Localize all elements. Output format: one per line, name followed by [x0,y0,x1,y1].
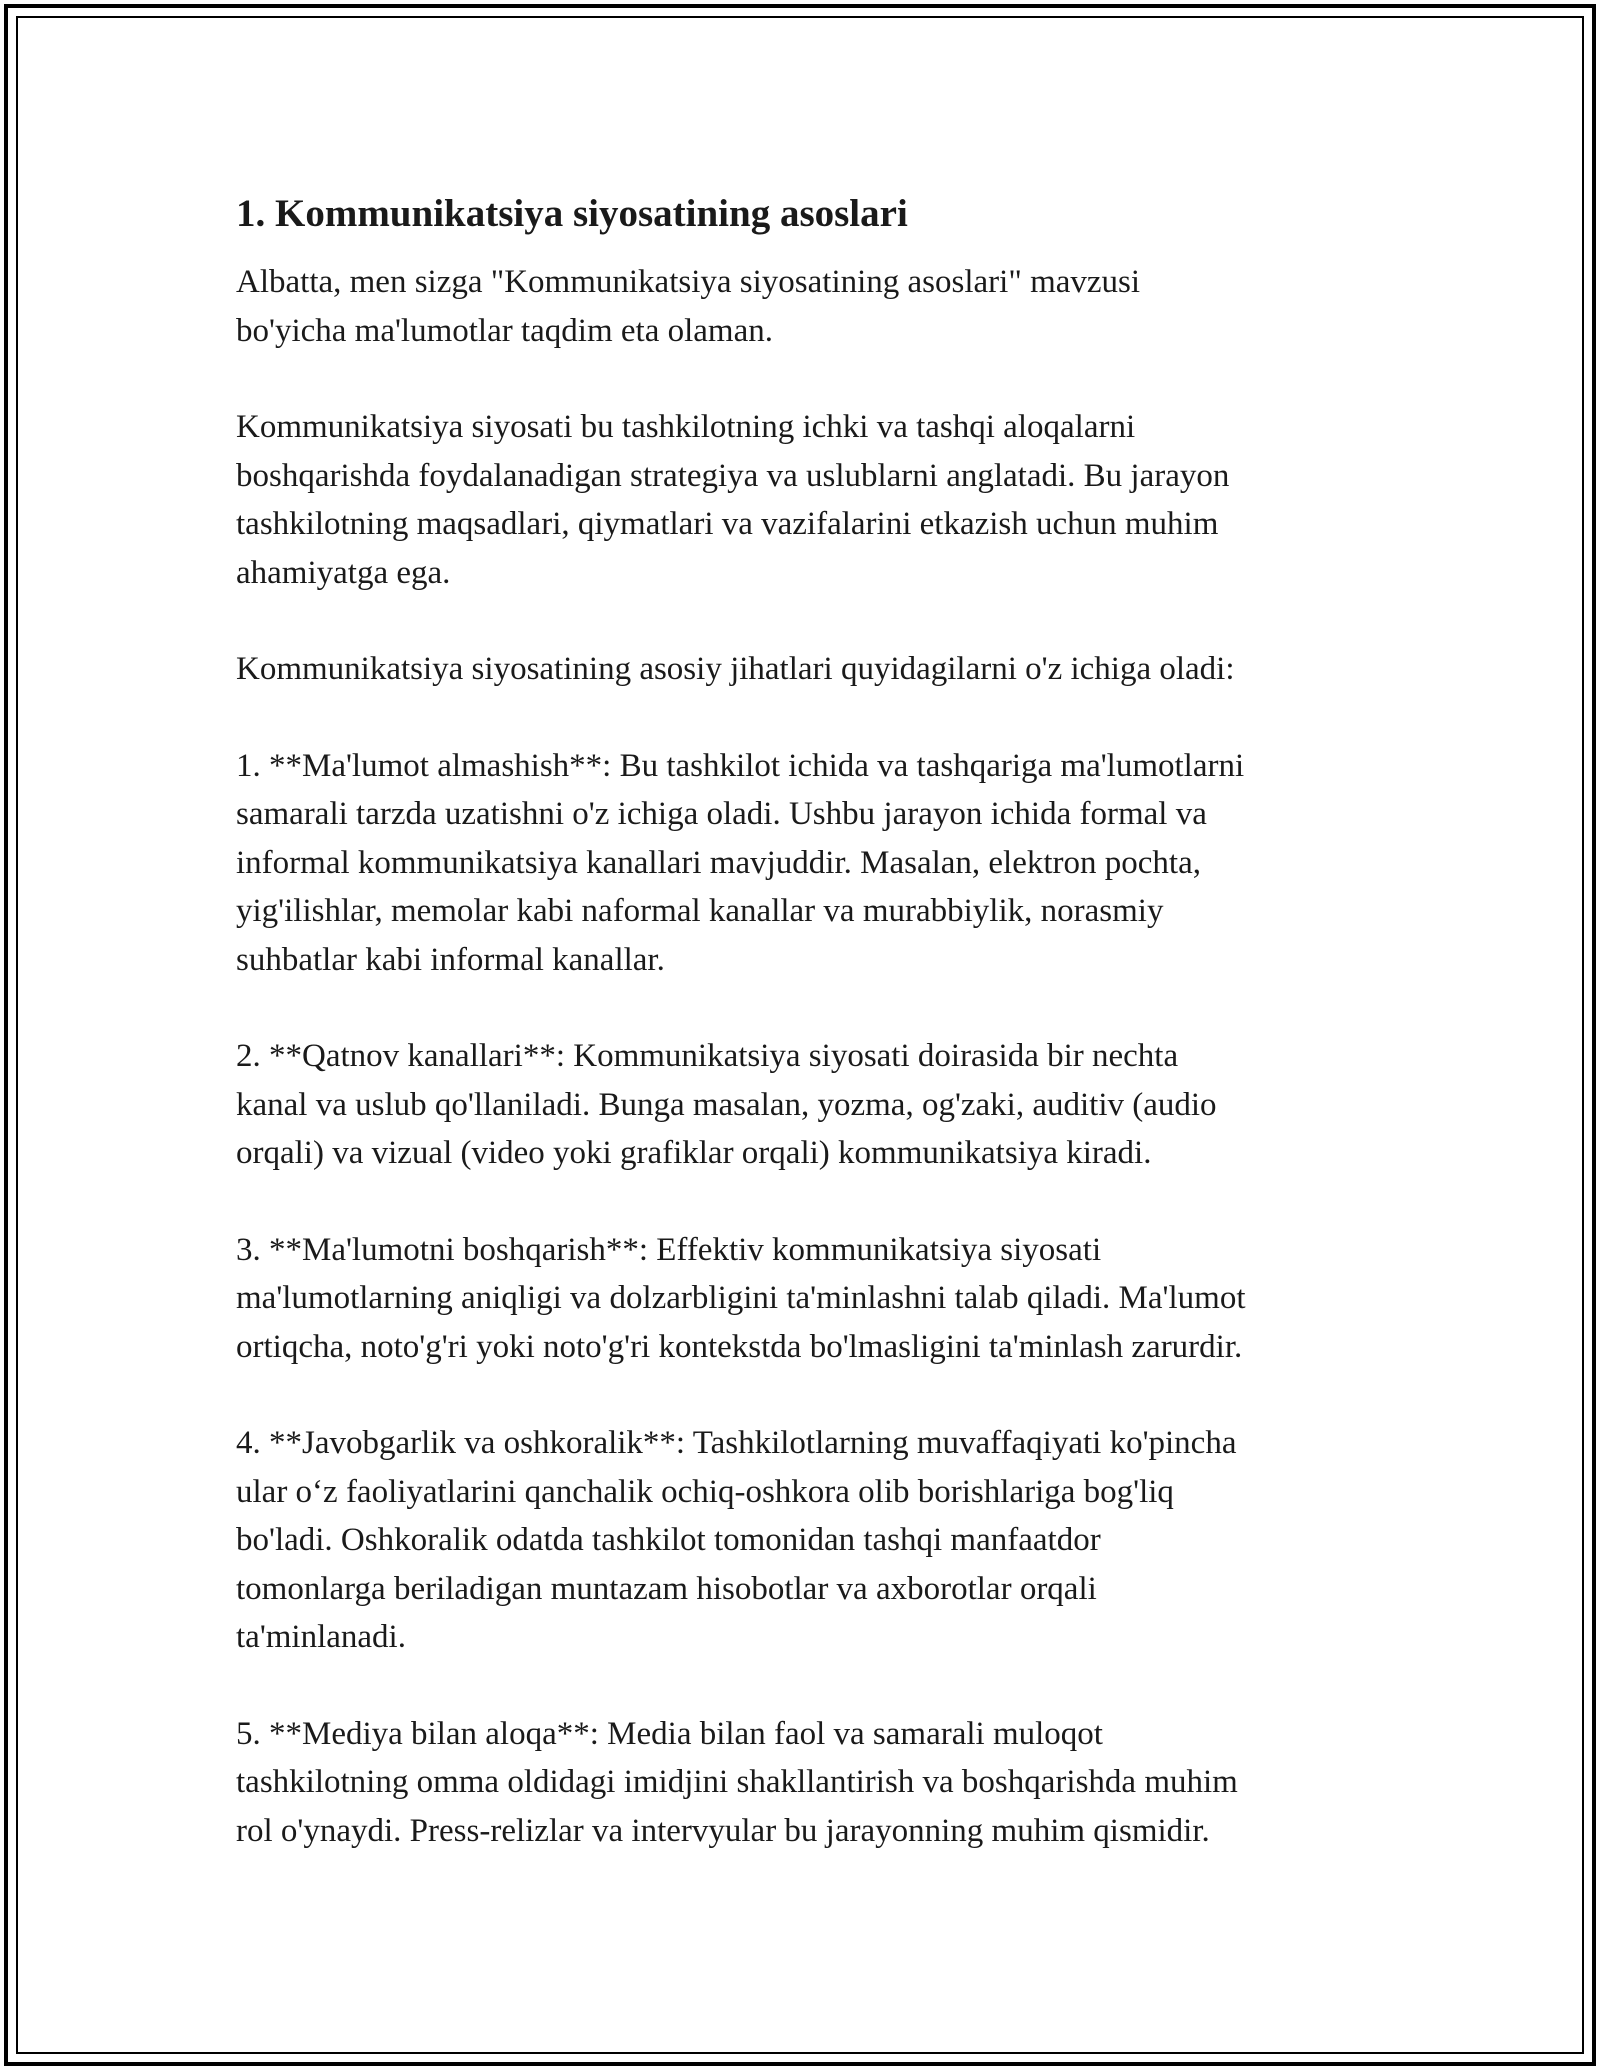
list-item-media-relations: 5. **Mediya bilan aloqa**: Media bilan faol va samarali muloqot tashkilotning omma oldidagi imidjini shakllantirish va boshqarishda muhim rol o'ynaydi. Press-relizlar va intervyular bu jarayonning muhim qismidir. [236,1715,1238,1849]
aspects-intro-paragraph: Kommunikatsiya siyosatining asosiy jihatlari quyidagilarni o'z ichiga oladi: [236,651,1235,687]
definition-paragraph: Kommunikatsiya siyosati bu tashkilotning ichki va tashqi aloqalarni boshqarishda foydalanadigan strategiya va uslublarni anglatadi. Bu jarayon tashkilotning maqsadlari, qiymatlari va vazifalarini etkazish uchun muhim ahamiyatga ega. [236,409,1230,591]
list-item-channels: 2. **Qatnov kanallari**: Kommunikatsiya siyosati doirasida bir nechta kanal va uslub qo'llaniladi. Bunga masalan, yozma, og'zaki, auditiv (audio orqali) va vizual (video yoki grafiklar orqali) kommunikatsiya kiradi. [236,1038,1217,1171]
list-item-information-exchange: 1. **Ma'lumot almashish**: Bu tashkilot ichida va tashqariga ma'lumotlarni samarali tarzda uzatishni o'z ichiga oladi. Ushbu jarayon ichida formal va informal kommunikatsiya kanallari mavjuddir. Masalan, elektron pochta, yig'ilishlar, memolar kabi naformal kanallar va murabbiylik, norasmiy suhbatlar kabi informal kanallar. [236,747,1245,978]
section-heading: 1. Kommunikatsiya siyosatining asoslari [236,192,908,235]
intro-paragraph: Albatta, men sizga "Kommunikatsiya siyosatining asoslari" mavzusi bo'yicha ma'lumotlar taqdim eta olaman. [236,264,1141,349]
document-body [236,186,1386,1903]
list-item-accountability: 4. **Javobgarlik va oshkoralik**: Tashkilotlarning muvaffaqiyati ko'pincha ular o‘z faoliyatlarini qanchalik ochiq-oshkora olib borishlariga bog'liq bo'ladi. Oshkoralik odatda tashkilot tomonidan tashqi manfaatdor tomonlarga beriladigan muntazam hisobotlar va axborotlar orqali ta'minlanadi. [236,1425,1237,1655]
list-item-information-management: 3. **Ma'lumotni boshqarish**: Effektiv kommunikatsiya siyosati ma'lumotlarning aniqligi va dolzarbligini ta'minlashni talab qiladi. Ma'lumot ortiqcha, noto'g'ri yoki noto'g'ri kontekstda bo'lmasligini ta'minlash zarurdir. [236,1231,1246,1365]
